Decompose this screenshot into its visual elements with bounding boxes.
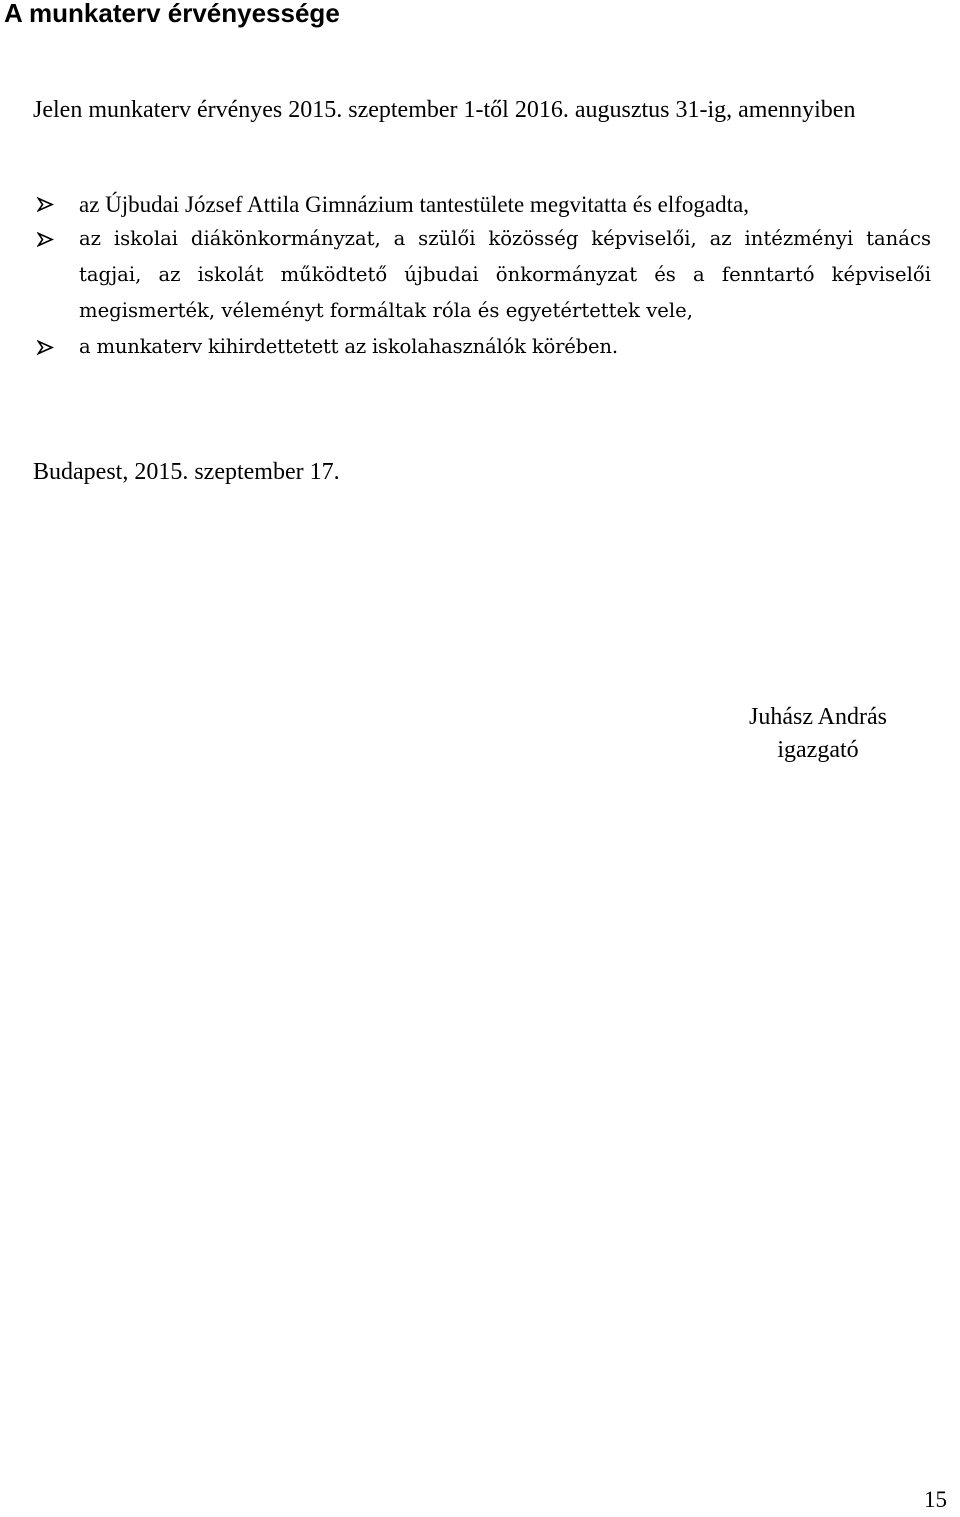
signature-block (700, 701, 936, 767)
page-number: 15 (924, 1487, 947, 1512)
place-and-date: Budapest, 2015. szeptember 17. (33, 459, 340, 485)
conditions-list (33, 188, 931, 365)
arrowhead-bullet-icon (37, 329, 59, 362)
list-item (33, 221, 931, 329)
document-heading: A munkaterv érvényessége (4, 0, 340, 28)
list-item-text: az Újbudai József Attila Gimnázium tantestülete megvitatta és elfogadta, (79, 192, 749, 217)
list-item-text: az iskolai diákönkormányzat, a szülői közösség képviselői, az intézményi tanács tagjai, az iskolát működtető újbudai önkormányzat és a fenntartó képviselői megismerték, véleményt formáltak róla és egyetértettek vele, (79, 227, 931, 322)
list-item (33, 188, 931, 221)
signatory-name: Juhász András (749, 704, 887, 730)
list-item-text: a munkaterv kihirdettetett az iskolahasználók körében. (79, 335, 618, 358)
intro-paragraph: Jelen munkaterv érvényes 2015. szeptember 1-től 2016. augusztus 31-ig, amennyiben (33, 97, 856, 123)
list-item (33, 329, 931, 365)
signatory-title: igazgató (777, 737, 859, 763)
arrowhead-bullet-icon (37, 188, 59, 221)
arrowhead-bullet-icon (37, 221, 59, 254)
